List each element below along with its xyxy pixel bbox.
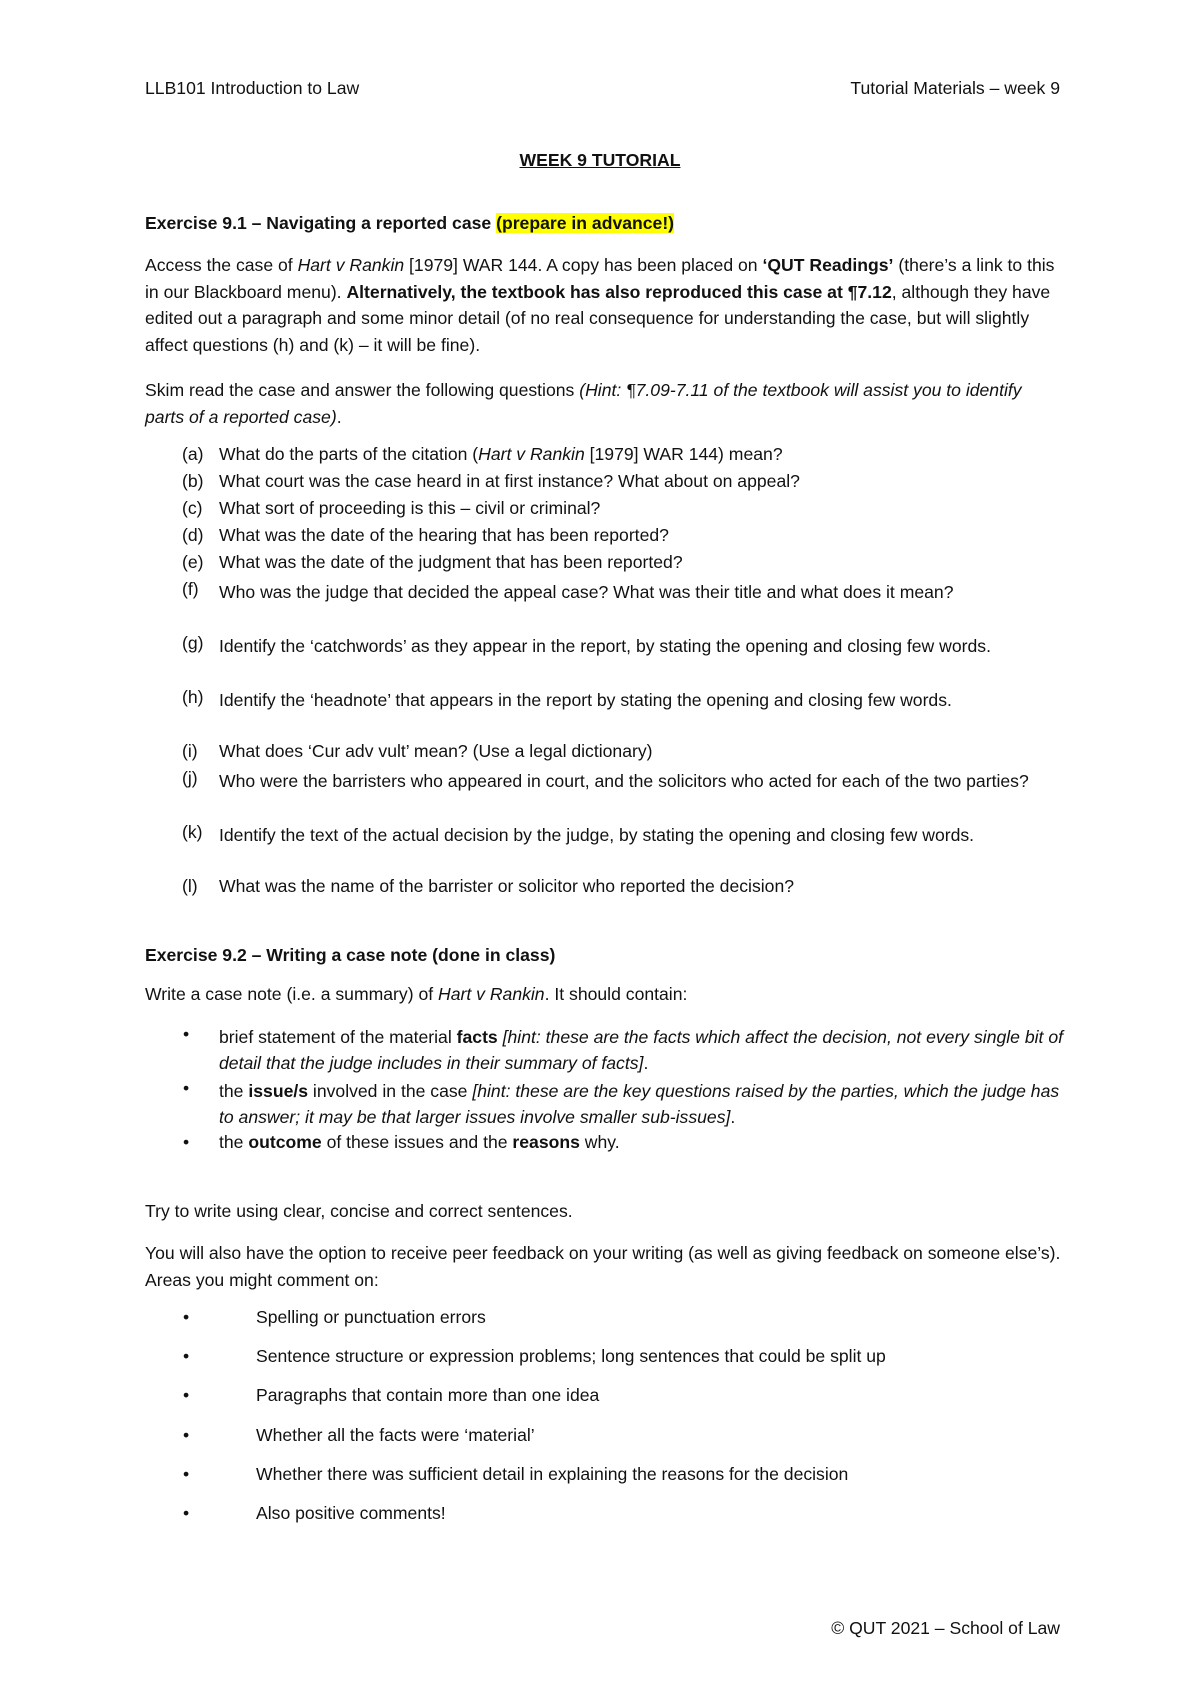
header-course: LLB101 Introduction to Law (145, 78, 360, 98)
try-to-write-text: Try to write using clear, concise and correct sentences. (145, 1201, 573, 1221)
highlight-prepare: (prepare in advance!) (496, 213, 675, 233)
header-materials: Tutorial Materials – week 9 (850, 78, 1060, 98)
bullet-icon: • (183, 1425, 190, 1445)
exercise-9-2-intro: Write a case note (i.e. a summary) of Hart v Rankin. It should contain: (145, 984, 688, 1004)
bullet-icon: • (183, 1464, 190, 1484)
bullet-icon: • (183, 1078, 190, 1098)
exercise-9-1-heading: Exercise 9.1 – Navigating a reported case (prepare in advance!) (145, 213, 675, 233)
peer-feedback-text: You will also have the option to receive peer feedback on your writing (as well as giving feedback on someone else’s). Areas you might comment on: (145, 1243, 1061, 1290)
bullet-icon: • (183, 1132, 190, 1152)
page-title: WEEK 9 TUTORIAL (519, 150, 681, 170)
bullet-icon: • (183, 1385, 190, 1405)
exercise-9-1-paragraph-2: Skim read the case and answer the following questions (Hint: ¶7.09-7.11 of the textbook will assist you to identify parts of a reported case). (145, 380, 1022, 427)
footer-copyright: © QUT 2021 – School of Law (831, 1618, 1060, 1638)
bullet-icon: • (183, 1503, 190, 1523)
bullet-icon: • (183, 1024, 190, 1044)
exercise-9-1-paragraph-1: Access the case of Hart v Rankin [1979] WAR 144. A copy has been placed on ‘QUT Readings’ (there’s a link to this in our Blackboard menu). Alternatively, the textbook has also reproduced this case at ¶7.12, although they have edited out a paragraph and some minor detail (of no real consequence for understanding the case, but will slightly affect questions (h) and (k) – it will be fine). (145, 255, 1055, 355)
bullet-icon: • (183, 1307, 190, 1327)
exercise-9-2-heading: Exercise 9.2 – Writing a case note (done in class) (145, 945, 556, 965)
bullet-icon: • (183, 1346, 190, 1366)
document-page: LLB101 Introduction to Law Tutorial Materials – week 9 WEEK 9 TUTORIAL Exercise 9.1 – Navigating a reported case (prepare in advance!) Access the case of Hart v Rankin [1979] WAR 144. A copy has been placed on ‘QUT Readings’ (there’s a link to this in our Blackboard menu). Alternatively, the textbook has also reproduced this case at ¶7.12, although they have edited out a paragraph and some minor detail (of no real consequence for understanding the case, but will slightly affect questions (h) and (k) – it will be fine). Skim read the case and answer the following questions (Hint: ¶7.09-7.11 of the textbook will assist you to identify parts of a reported case). (a) What do the parts of the citation (Hart v Rankin [1979] WAR 144) mean? (b) What court was the case heard in at first instance? What about on appeal? (c) What sort of proceeding is this – civil or criminal? (d) What was the date of the hearing that has been reported? (e) What was the date of the judgment that has been reported? (f) Who was the judge that decided the appeal case? What was their title and what does it mean? (g) Identify the ‘catchwords’ as they appear in the report, by stating the opening and closing few words. (h) Identify the ‘headnote’ that appears in the report by stating the opening and closing few words. (i) What does ‘Cur adv vult’ mean? (Use a legal dictionary) (j) Who were the barristers who appeared in court, and the solicitors who acted for each of the two parties? (k) Identify the text of the actual decision by the judge, by stating the opening and closing few words. (l) What was the name of the barrister or solicitor who reported the decision? Exercise 9.2 – Writing a case note (done in class) Write a case note (i.e. a summary) of Hart v Rankin. It should contain: • brief statement of the material facts [hint: these are the facts which affect the decision, not every single bit of detail that the judge includes in their summary of facts]. • the issue/s involved in the case [hint: these are the key questions raised by the parties, which the judge has to answer; it may be that larger issues involve smaller sub-issues]. • the outcome of these issues and the reasons why. Try to write using clear, concise and correct sentences. You will also have the option to receive peer feedback on your writing (as well as giving feedback on someone else’s). Areas you might comment on: • Spelling or punctuation errors • Sentence structure or expression problems; long sentences that could be split up • Paragraphs that contain more than one idea • Whether all the facts were ‘material’ • Whether there was sufficient detail in explaining the reasons for the decision • Also positive comments! © QUT 2021 – School of Law (0, 0, 1200, 1698)
